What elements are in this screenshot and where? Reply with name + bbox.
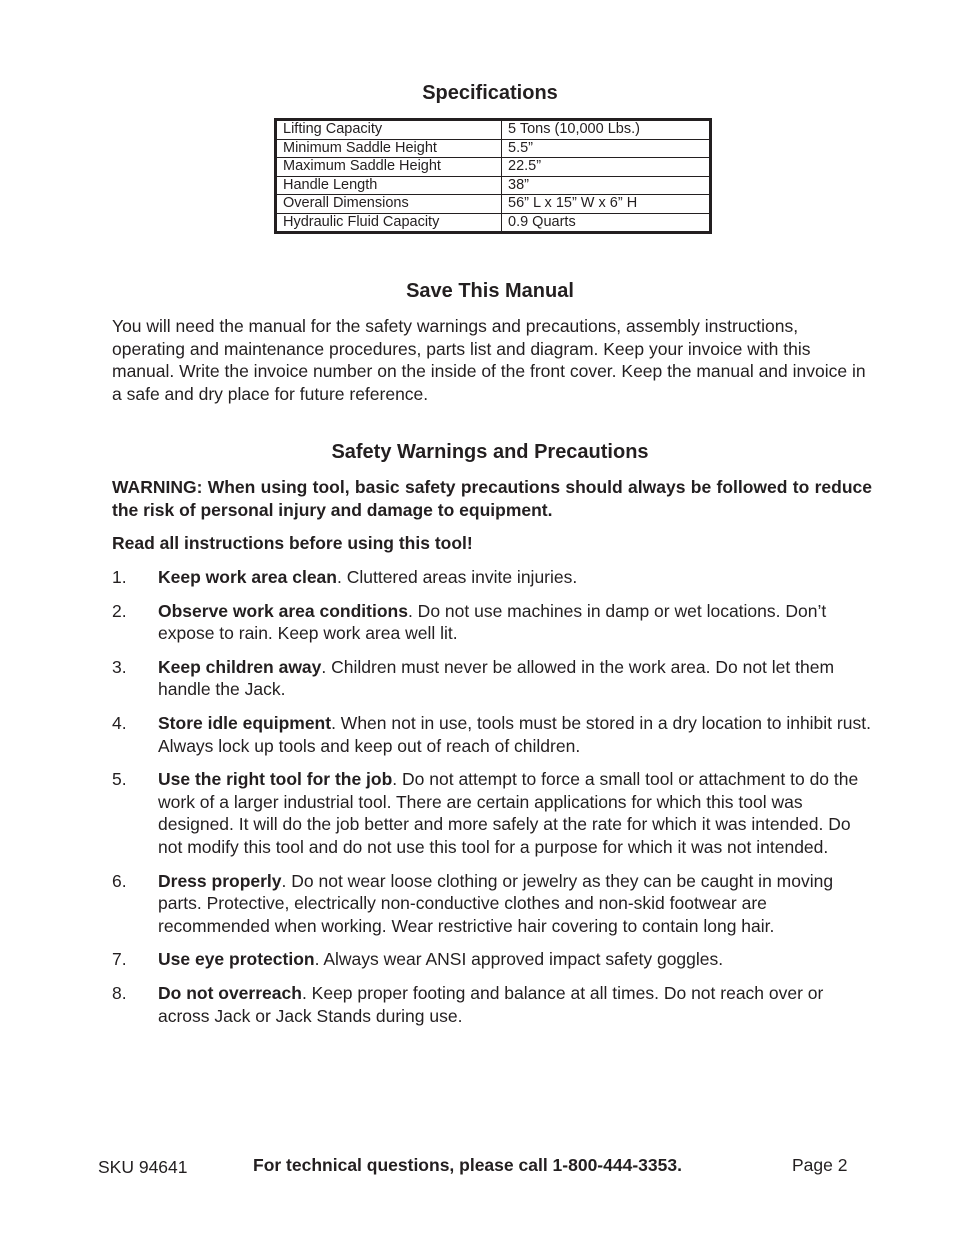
spec-value: 5.5” bbox=[502, 139, 711, 158]
list-item bbox=[112, 948, 874, 971]
save-manual-paragraph: You will need the manual for the safety warnings and precautions, assembly instructions, operating and maintenance procedures, parts list and diagram. Keep your invoice with this manual. Write the invoice number on the inside of the front cover. Keep the manual and invoice in a safe and dry place for future reference. bbox=[112, 316, 866, 404]
item-text: . When not in use, tools must be stored in a dry location to inhibit rust. Always lock up tools and keep out of reach of children. bbox=[158, 712, 871, 756]
item-number: 5. bbox=[112, 769, 127, 790]
spec-value: 38” bbox=[502, 176, 711, 195]
spec-label: Handle Length bbox=[276, 176, 502, 195]
table-row bbox=[276, 158, 711, 177]
item-text: . Children must never be allowed in the work area. Do not let them handle the Jack. bbox=[158, 656, 835, 700]
save-manual-heading: Save This Manual bbox=[406, 280, 574, 302]
item-lead: Keep work area clean bbox=[158, 567, 337, 587]
item-number: 6. bbox=[112, 870, 127, 891]
list-item bbox=[112, 982, 874, 1027]
item-lead: Store idle equipment bbox=[158, 712, 332, 733]
spec-label: Hydraulic Fluid Capacity bbox=[276, 213, 502, 233]
table-row bbox=[276, 139, 711, 158]
list-item bbox=[112, 566, 874, 589]
list-item bbox=[112, 600, 874, 645]
list-item bbox=[112, 870, 874, 938]
item-lead: Dress properly bbox=[158, 870, 282, 891]
item-text: . Do not attempt to force a small tool or attachment to do the work of a larger industrial tool. There are certain applications for which this tool was designed. It will do the job better and more safely at the rate for which it was intended. Do not modify this tool and do not use this tool for a purpose for which it was not intended. bbox=[158, 769, 859, 857]
item-lead: Do not overreach bbox=[158, 982, 302, 1003]
list-item bbox=[112, 768, 874, 858]
read-instructions-notice: Read all instructions before using this tool! bbox=[112, 533, 473, 553]
item-number: 8. bbox=[112, 982, 127, 1003]
warning-paragraph: WARNING: When using tool, basic safety precautions should always be followed to reduce the risk of personal injury and damage to equipment. bbox=[112, 477, 872, 520]
list-item bbox=[112, 712, 874, 757]
sku-number: SKU 94641 bbox=[98, 1157, 188, 1177]
spec-label: Overall Dimensions bbox=[276, 195, 502, 214]
page-number: Page 2 bbox=[792, 1155, 848, 1175]
item-lead: Observe work area conditions bbox=[158, 600, 408, 621]
spec-value: 0.9 Quarts bbox=[502, 213, 711, 233]
specifications-heading: Specifications bbox=[422, 82, 558, 104]
spec-label: Maximum Saddle Height bbox=[276, 158, 502, 177]
item-number: 3. bbox=[112, 656, 127, 677]
safety-list bbox=[112, 566, 874, 1038]
item-number: 1. bbox=[112, 567, 127, 587]
spec-value: 56” L x 15” W x 6” H bbox=[502, 195, 711, 214]
item-text: . Do not wear loose clothing or jewelry as they can be caught in moving parts. Protective, electrically non-conductive clothes and non-skid footwear are recommended when working. Wear restrictive hair covering to contain long hair. bbox=[158, 870, 834, 936]
technical-support-phone: For technical questions, please call 1-800-444-3353. bbox=[253, 1155, 682, 1175]
spec-label: Lifting Capacity bbox=[276, 120, 502, 140]
item-text: . Do not use machines in damp or wet locations. Don’t expose to rain. Keep work area well lit. bbox=[158, 600, 827, 644]
specifications-table bbox=[274, 118, 712, 234]
spec-value: 22.5” bbox=[502, 158, 711, 177]
spec-value: 5 Tons (10,000 Lbs.) bbox=[502, 120, 711, 140]
spec-label: Minimum Saddle Height bbox=[276, 139, 502, 158]
item-text: . Cluttered areas invite injuries. bbox=[336, 567, 578, 587]
list-item bbox=[112, 656, 874, 701]
table-row bbox=[276, 195, 711, 214]
item-lead: Use the right tool for the job bbox=[158, 769, 393, 790]
table-row bbox=[276, 176, 711, 195]
item-number: 4. bbox=[112, 712, 127, 733]
item-lead: Use eye protection bbox=[158, 949, 315, 970]
item-lead: Keep children away bbox=[158, 656, 322, 677]
table-row bbox=[276, 120, 711, 140]
item-number: 2. bbox=[112, 600, 127, 621]
item-number: 7. bbox=[112, 949, 127, 970]
item-text: . Keep proper footing and balance at all times. Do not reach over or across Jack or Jack Stands during use. bbox=[158, 982, 824, 1026]
item-text: . Always wear ANSI approved impact safety goggles. bbox=[314, 949, 724, 970]
table-row bbox=[276, 213, 711, 233]
safety-heading: Safety Warnings and Precautions bbox=[331, 441, 649, 463]
